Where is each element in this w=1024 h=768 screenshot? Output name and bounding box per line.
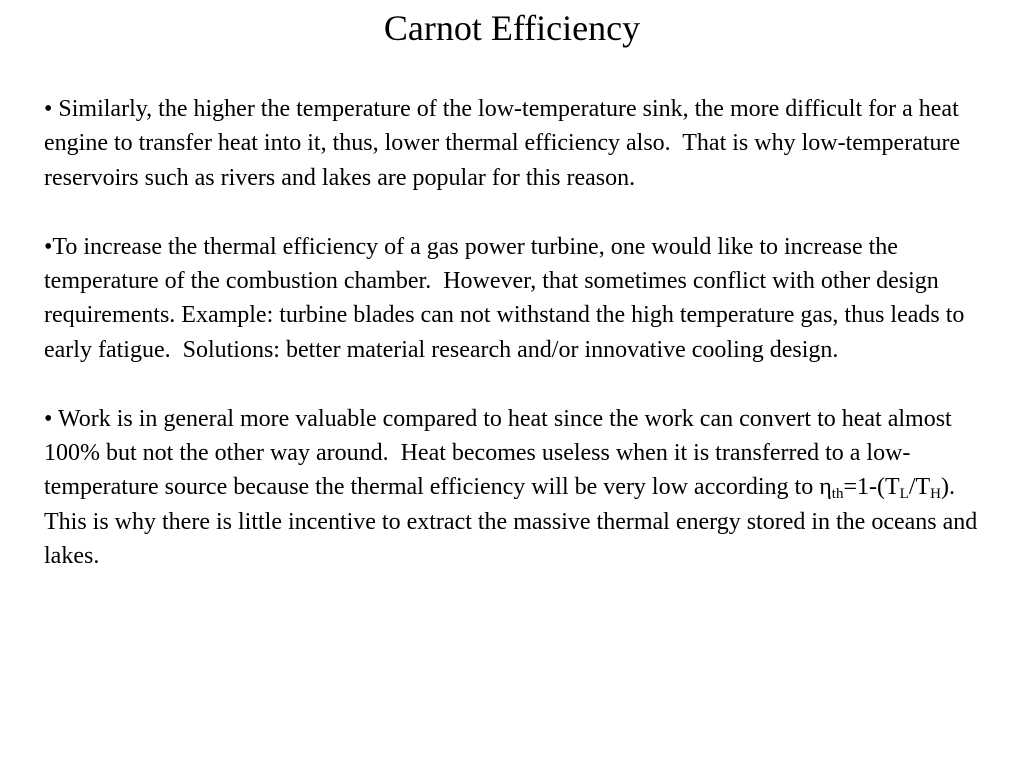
eta-symbol: η (819, 474, 832, 501)
formula-slash-part: /T (908, 474, 931, 501)
slide-title: Carnot Efficiency (383, 8, 641, 48)
efficiency-formula (819, 474, 949, 503)
bullet-3-text-after-formula: . This is why there is little incentive to extract the massive thermal energy stored in the oceans and lakes. (44, 474, 984, 570)
eta-subscript: th (831, 486, 844, 503)
slide-body (44, 92, 984, 608)
bullet-point-1: • Similarly, the higher the temperature of the low-temperature sink, the more difficult for a heat engine to transfer heat into it, thus, lower thermal efficiency also. That is why low-temperature reservoirs such as rivers and lakes are popular for this reason. (44, 96, 967, 191)
bullet-3-text-before-formula: • Work is in general more valuable compared to heat since the work can convert to heat almost 100% but not the other way around. Heat becomes useless when it is transferred to a low-temperature source because the thermal efficiency will be very low according to (44, 405, 958, 501)
t-low-subscript: L (899, 486, 909, 503)
formula-equals-part: =1-(T (843, 474, 900, 501)
t-high-subscript: H (930, 486, 941, 503)
formula-close-paren: ) (940, 474, 949, 501)
bullet-point-2: •To increase the thermal efficiency of a gas power turbine, one would like to increase the temperature of the combustion chamber. However, that sometimes conflict with other design requirements. Example: turbine blades can not withstand the high temperature gas, thus leads to early fatigue. Solutions: better material research and/or innovative cooling design. (44, 233, 971, 363)
bullet-point-3 (44, 402, 984, 574)
